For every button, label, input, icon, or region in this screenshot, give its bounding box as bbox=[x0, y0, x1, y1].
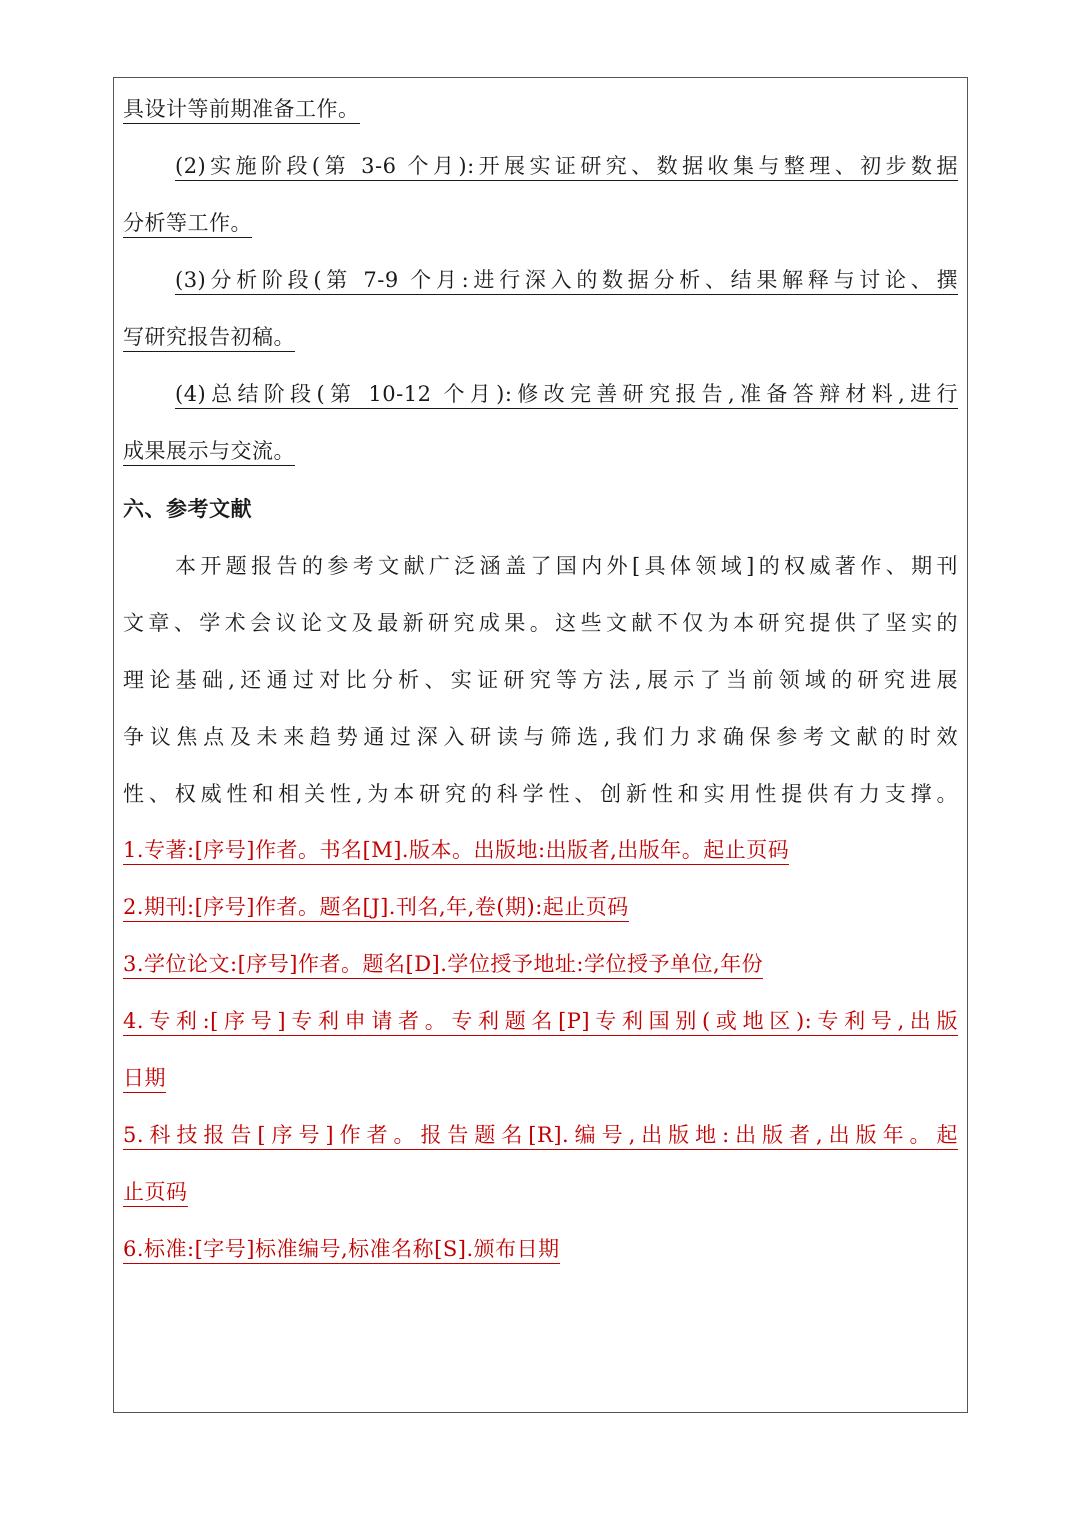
reference-line-text: 2.期刊:[序号]作者。题名[J].刊名,年,卷(期):起止页码 bbox=[123, 893, 629, 922]
stage-line bbox=[123, 194, 958, 251]
stage-line-text: 分析等工作。 bbox=[123, 209, 252, 238]
intro-line bbox=[123, 650, 958, 707]
reference-line bbox=[123, 878, 958, 935]
stage-line bbox=[123, 308, 958, 365]
stage-line-text: (4)总结阶段(第 10-12 个月):修改完善研究报告,准备答辩材料,进行 bbox=[175, 380, 958, 409]
reference-line bbox=[123, 1163, 958, 1220]
reference-line-text: 4.专利:[序号]专利申请者。专利题名[P]专利国别(或地区):专利号,出版 bbox=[123, 1007, 958, 1036]
stage-line-text: 成果展示与交流。 bbox=[123, 437, 295, 466]
reference-line bbox=[123, 935, 958, 992]
reference-line-text: 6.标准:[字号]标准编号,标准名称[S].颁布日期 bbox=[123, 1235, 560, 1264]
intro-line-text: 本开题报告的参考文献广泛涵盖了国内外[具体领域]的权威著作、期刊 bbox=[175, 553, 958, 578]
stage-line bbox=[123, 251, 958, 308]
reference-line-text: 3.学位论文:[序号]作者。题名[D].学位授予地址:学位授予单位,年份 bbox=[123, 950, 763, 979]
reference-line bbox=[123, 1220, 958, 1277]
reference-line bbox=[123, 821, 958, 878]
intro-line-text: 性、权威性和相关性,为本研究的科学性、创新性和实用性提供有力支撑。 bbox=[123, 781, 958, 806]
reference-line-text: 1.专著:[序号]作者。书名[M].版本。出版地:出版者,出版年。起止页码 bbox=[123, 836, 789, 865]
intro-line-text: 争议焦点及未来趋势通过深入研读与筛选,我们力求确保参考文献的时效 bbox=[123, 724, 958, 749]
reference-line bbox=[123, 992, 958, 1049]
intro-line bbox=[123, 536, 958, 593]
intro-line bbox=[123, 707, 958, 764]
reference-line-text: 日期 bbox=[123, 1064, 166, 1093]
document-body bbox=[123, 80, 958, 1277]
intro-line-text: 文章、学术会议论文及最新研究成果。这些文献不仅为本研究提供了坚实的 bbox=[123, 610, 958, 635]
reference-line bbox=[123, 1106, 958, 1163]
reference-line-text: 5.科技报告[序号]作者。报告题名[R].编号,出版地:出版者,出版年。起 bbox=[123, 1121, 958, 1150]
stage-line bbox=[123, 422, 958, 479]
stage-line bbox=[123, 80, 958, 137]
section-heading-text: 六、参考文献 bbox=[123, 495, 252, 521]
stage-line-text: 写研究报告初稿。 bbox=[123, 323, 295, 352]
stage-line-text: 具设计等前期准备工作。 bbox=[123, 95, 360, 124]
stage-line bbox=[123, 365, 958, 422]
intro-line-text: 理论基础,还通过对比分析、实证研究等方法,展示了当前领域的研究进展 bbox=[123, 667, 958, 692]
section-heading bbox=[123, 479, 958, 536]
intro-line bbox=[123, 593, 958, 650]
stage-line bbox=[123, 137, 958, 194]
stage-line-text: (3)分析阶段(第 7-9 个月:进行深入的数据分析、结果解释与讨论、撰 bbox=[175, 266, 958, 295]
stage-line-text: (2)实施阶段(第 3-6 个月):开展实证研究、数据收集与整理、初步数据 bbox=[175, 152, 958, 181]
reference-line bbox=[123, 1049, 958, 1106]
intro-line bbox=[123, 764, 958, 821]
reference-line-text: 止页码 bbox=[123, 1178, 188, 1207]
